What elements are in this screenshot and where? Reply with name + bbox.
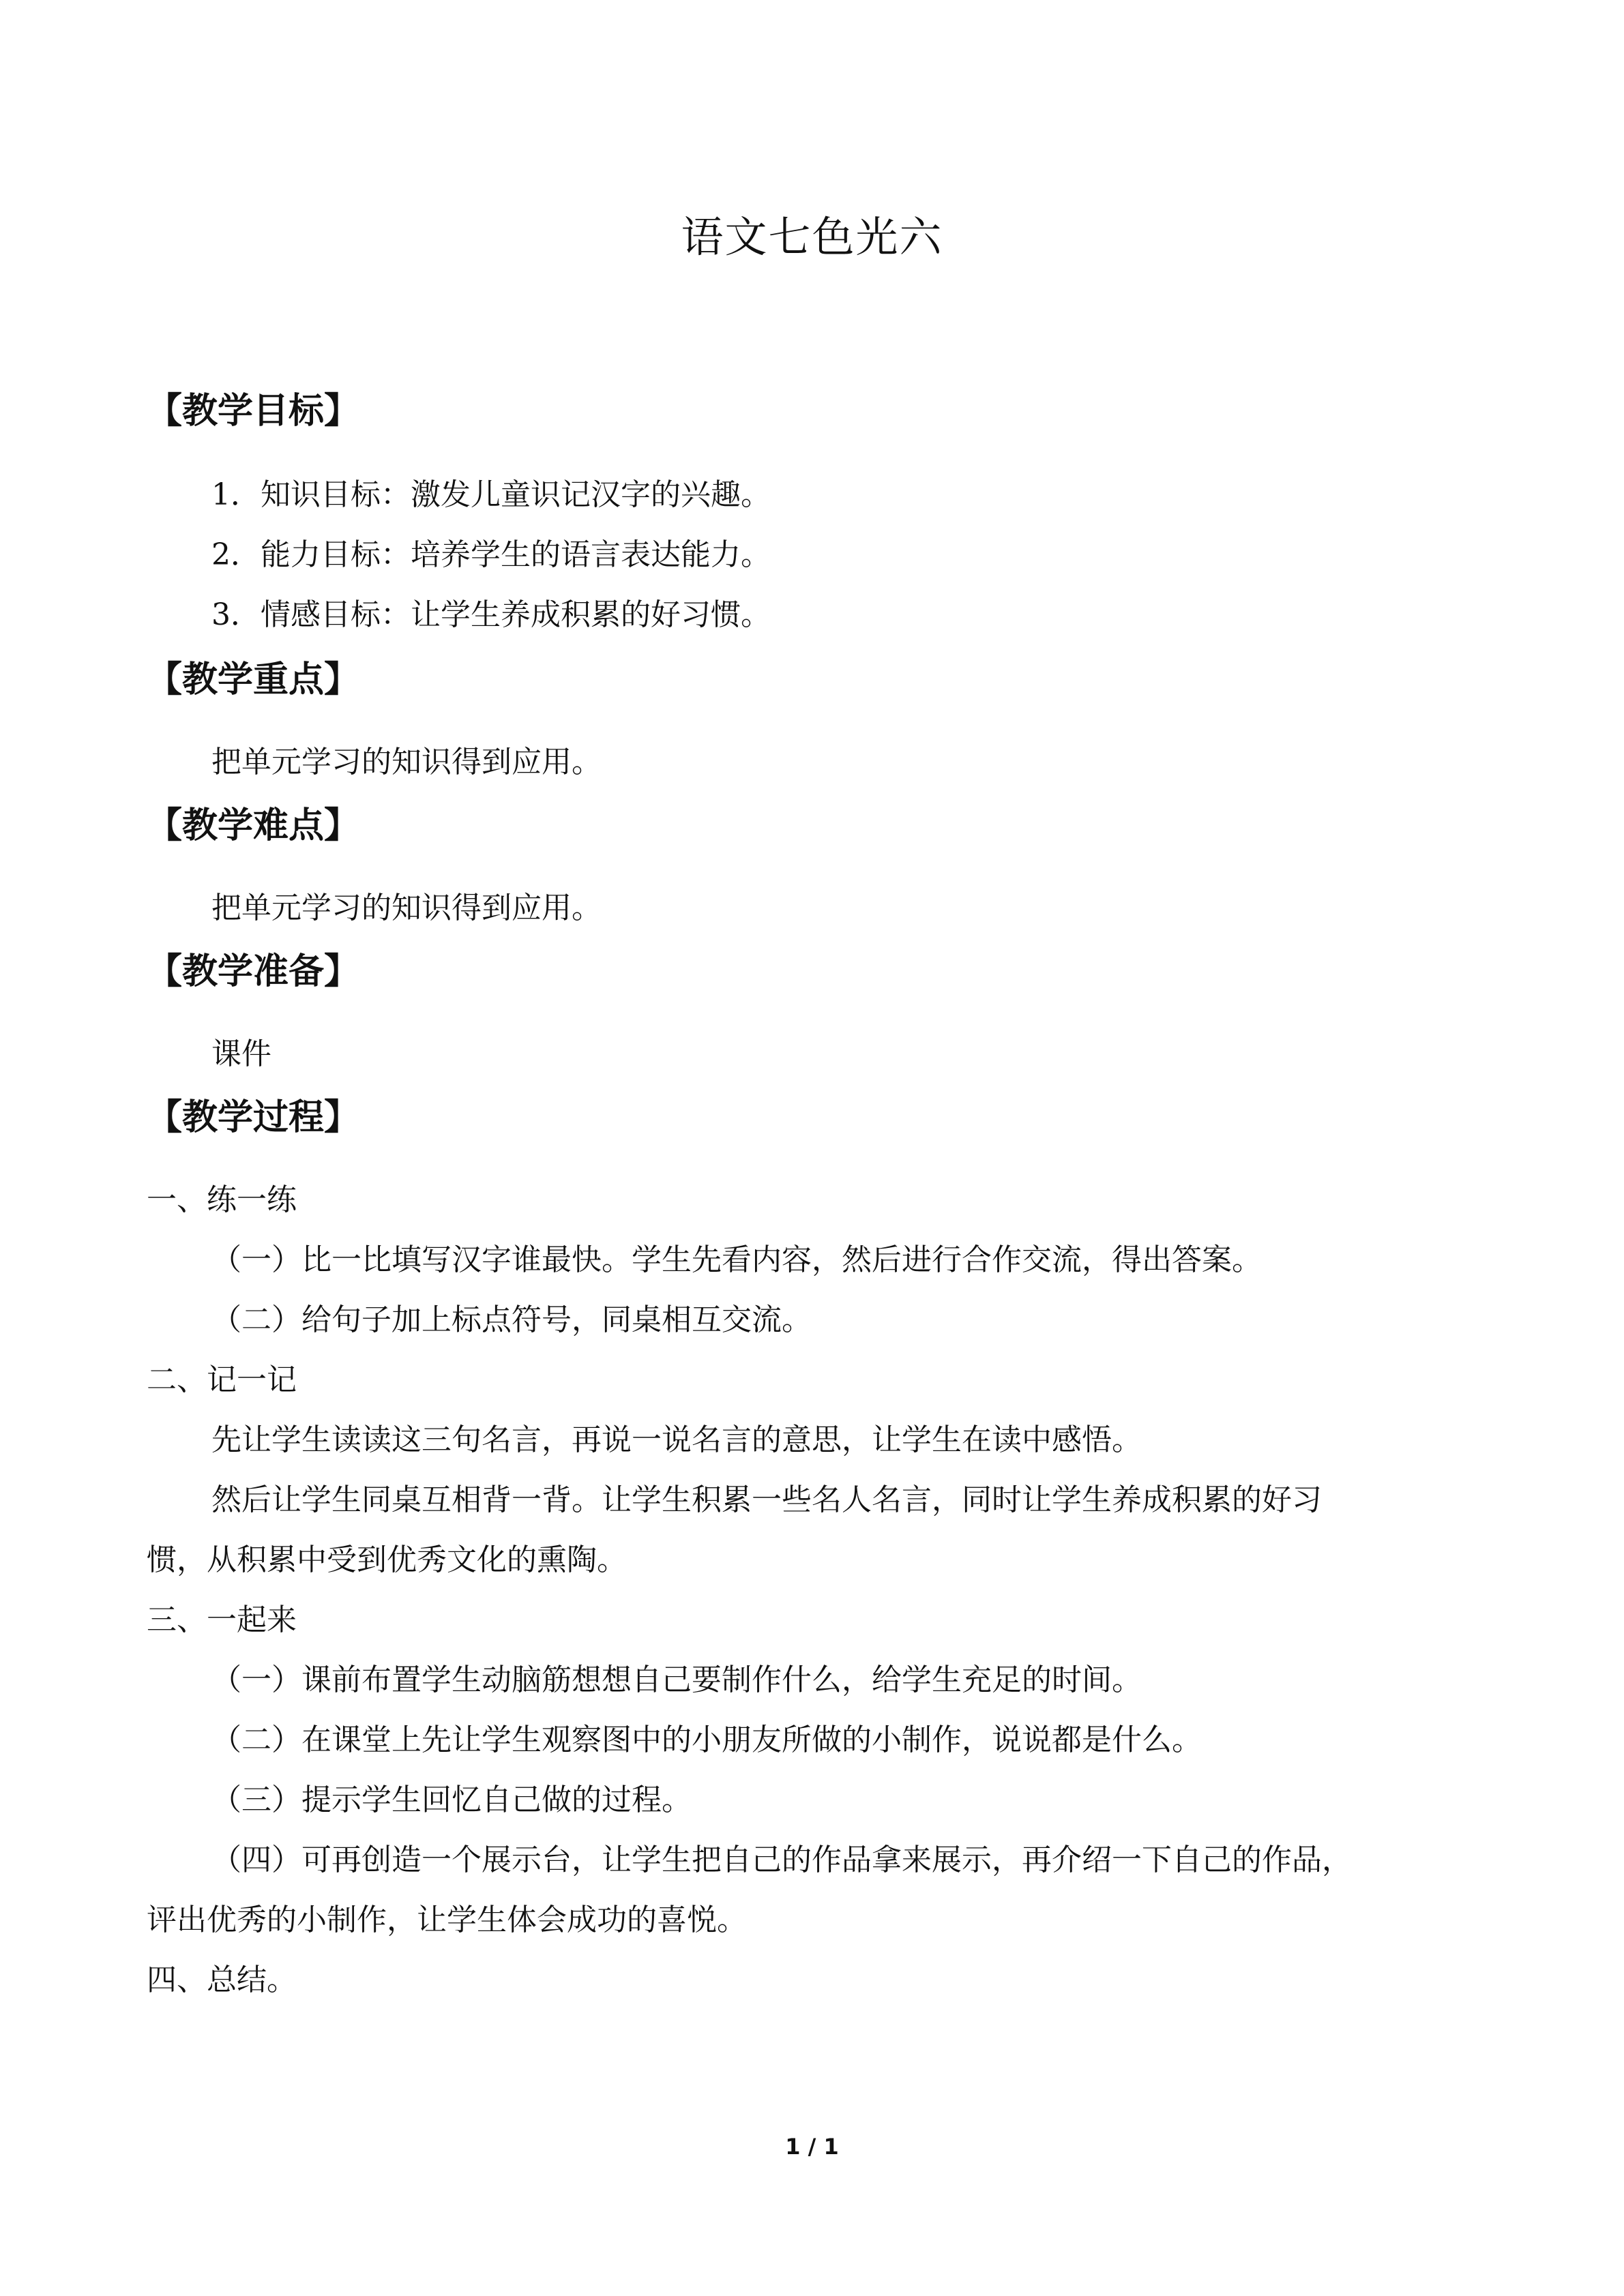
process-part3-item-4-line2: 评出优秀的小制作，让学生体会成功的喜悦。 bbox=[147, 1903, 747, 1937]
process-part2-para2-line2: 惯，从积累中受到优秀文化的熏陶。 bbox=[147, 1542, 627, 1577]
preparation-text: 课件 bbox=[211, 1037, 271, 1071]
process-part3-item-4-line1: （四）可再创造一个展示台，让学生把自己的作品拿来展示，再介绍一下自己的作品， bbox=[211, 1843, 1352, 1877]
difficulties-text: 把单元学习的知识得到应用。 bbox=[211, 891, 602, 925]
goal-item-3: 3．情感目标：让学生养成积累的好习惯。 bbox=[211, 597, 771, 632]
heading-key-points: 【教学重点】 bbox=[147, 659, 360, 700]
goal-item-1: 1．知识目标：激发儿童识记汉字的兴趣。 bbox=[211, 477, 771, 512]
process-part3-item-2: （二）在课堂上先让学生观察图中的小朋友所做的小制作，说说都是什么。 bbox=[211, 1723, 1202, 1757]
process-part2-title: 二、记一记 bbox=[147, 1362, 297, 1397]
process-part3-item-1: （一）课前布置学生动脑筋想想自己要制作什么，给学生充足的时间。 bbox=[211, 1663, 1142, 1697]
page-number: 1 / 1 bbox=[785, 2134, 839, 2160]
heading-process: 【教学过程】 bbox=[147, 1097, 360, 1138]
heading-goals: 【教学目标】 bbox=[147, 391, 360, 432]
heading-preparation: 【教学准备】 bbox=[147, 951, 360, 992]
process-part1-title: 一、练一练 bbox=[147, 1182, 297, 1217]
goal-item-2: 2．能力目标：培养学生的语言表达能力。 bbox=[211, 537, 771, 572]
process-part1-item-2: （二）给句子加上标点符号，同桌相互交流。 bbox=[211, 1302, 812, 1337]
process-part2-para1: 先让学生读读这三句名言，再说一说名言的意思，让学生在读中感悟。 bbox=[211, 1422, 1142, 1457]
process-part1-item-1: （一）比一比填写汉字谁最快。学生先看内容，然后进行合作交流，得出答案。 bbox=[211, 1242, 1262, 1277]
process-part2-para2-line1: 然后让学生同桌互相背一背。让学生积累一些名人名言，同时让学生养成积累的好习 bbox=[211, 1482, 1322, 1517]
process-part4-title: 四、总结。 bbox=[147, 1963, 297, 1997]
process-part3-item-3: （三）提示学生回忆自己做的过程。 bbox=[211, 1783, 692, 1817]
key-points-text: 把单元学习的知识得到应用。 bbox=[211, 745, 602, 779]
page-title: 语文七色光六 bbox=[681, 212, 943, 262]
process-part3-title: 三、一起来 bbox=[147, 1602, 297, 1637]
heading-difficulties: 【教学难点】 bbox=[147, 805, 360, 846]
